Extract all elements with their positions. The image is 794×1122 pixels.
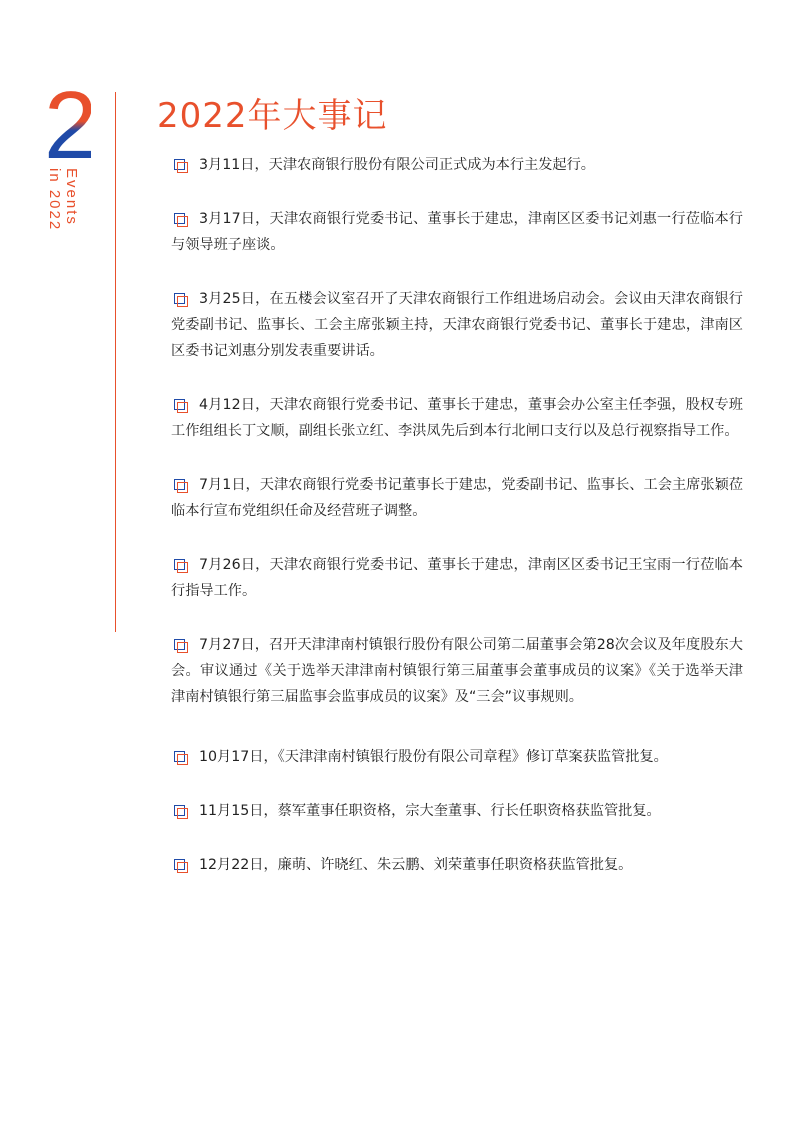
event-text: 12月22日，廉萌、许晓红、朱云鹏、刘荣董事任职资格获监管批复。 bbox=[199, 857, 633, 873]
double-square-icon bbox=[174, 751, 187, 764]
double-square-icon bbox=[174, 399, 187, 412]
event-item bbox=[171, 472, 743, 524]
event-item bbox=[171, 552, 743, 604]
event-item bbox=[171, 286, 743, 364]
event-item bbox=[171, 744, 743, 770]
chapter-number: 2 bbox=[44, 72, 92, 179]
event-text: 3月11日，天津农商银行股份有限公司正式成为本行主发起行。 bbox=[199, 157, 595, 173]
double-square-icon bbox=[174, 479, 187, 492]
event-text: 7月26日，天津农商银行党委书记、董事长于建忠，津南区区委书记王宝雨一行莅临本行指导工作。 bbox=[171, 557, 743, 599]
event-text: 3月25日，在五楼会议室召开了天津农商银行工作组进场启动会。会议由天津农商银行党委副书记、监事长、工会主席张颖主持，天津农商银行党委书记、董事长于建忠，津南区区委书记刘惠分别发表重要讲话。 bbox=[171, 291, 743, 359]
page-title: 2022年大事记 bbox=[157, 96, 388, 136]
event-item bbox=[171, 392, 743, 444]
double-square-icon bbox=[174, 159, 187, 172]
event-item bbox=[171, 152, 743, 178]
event-item bbox=[171, 632, 743, 710]
event-item bbox=[171, 798, 743, 824]
event-item bbox=[171, 852, 743, 878]
events-list bbox=[171, 152, 743, 878]
double-square-icon bbox=[174, 639, 187, 652]
double-square-icon bbox=[174, 213, 187, 226]
double-square-icon bbox=[174, 805, 187, 818]
event-text: 7月1日，天津农商银行党委书记董事长于建忠，党委副书记、监事长、工会主席张颖莅临本行宣布党组织任命及经营班子调整。 bbox=[171, 477, 743, 519]
double-square-icon bbox=[174, 293, 187, 306]
event-text: 11月15日，蔡军董事任职资格，宗大奎董事、行长任职资格获监管批复。 bbox=[199, 803, 661, 819]
event-item bbox=[171, 206, 743, 258]
event-text: 10月17日，《天津津南村镇银行股份有限公司章程》修订草案获监管批复。 bbox=[199, 749, 668, 765]
event-text: 3月17日，天津农商银行党委书记、董事长于建忠，津南区区委书记刘惠一行莅临本行与领导班子座谈。 bbox=[171, 211, 743, 253]
vertical-divider bbox=[115, 92, 116, 632]
double-square-icon bbox=[174, 859, 187, 872]
event-text: 7月27日，召开天津津南村镇银行股份有限公司第二届董事会第28次会议及年度股东大会。审议通过《关于选举天津津南村镇银行第三届董事会董事成员的议案》《关于选举天津津南村镇银行第三届监事会监事成员的议案》及“三会”议事规则。 bbox=[171, 637, 743, 705]
event-text: 4月12日，天津农商银行党委书记、董事长于建忠，董事会办公室主任李强，股权专班工作组组长丁文顺，副组长张立红、李洪凤先后到本行北闸口支行以及总行视察指导工作。 bbox=[171, 397, 743, 439]
chapter-side-label: Events in 2022 bbox=[46, 168, 80, 232]
double-square-icon bbox=[174, 559, 187, 572]
